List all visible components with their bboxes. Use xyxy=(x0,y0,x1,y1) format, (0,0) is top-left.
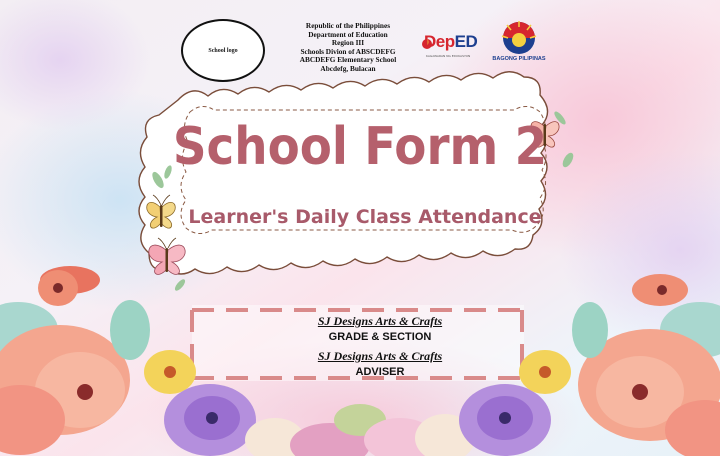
header-line: Region III xyxy=(331,38,365,48)
adviser-value: SJ Designs Arts & Crafts xyxy=(317,349,443,363)
deped-logo xyxy=(420,26,484,60)
header-line: Schools Divion of ABSCDEFG xyxy=(300,46,396,56)
grade-section-value: SJ Designs Arts & Crafts xyxy=(317,314,443,328)
deped-wordmark: DepED xyxy=(424,32,478,51)
header-line: Republic of the Philippines xyxy=(305,21,391,30)
grade-section-label: GRADE & SECTION xyxy=(328,331,432,343)
header-line: ABCDEFG Elementary School xyxy=(299,55,397,65)
school-header-text xyxy=(280,22,416,74)
page-title: School Form 2 xyxy=(172,117,548,177)
header-line: Abcdefg, Bulacan xyxy=(320,63,376,73)
bagong-pilipinas-block xyxy=(490,16,548,66)
adviser-label: ADVISER xyxy=(355,366,405,378)
deped-tagline: KAGAWARAN NG EDUKASYON xyxy=(426,54,471,58)
header-line: Department of Education xyxy=(308,29,388,39)
school-logo-placeholder xyxy=(181,19,265,82)
page-subtitle: Learner's Daily Class Attendance xyxy=(188,206,542,228)
bagong-pilipinas-label: BAGONG PILIPINAS xyxy=(492,56,546,62)
school-logo-label: School logo xyxy=(208,47,238,54)
